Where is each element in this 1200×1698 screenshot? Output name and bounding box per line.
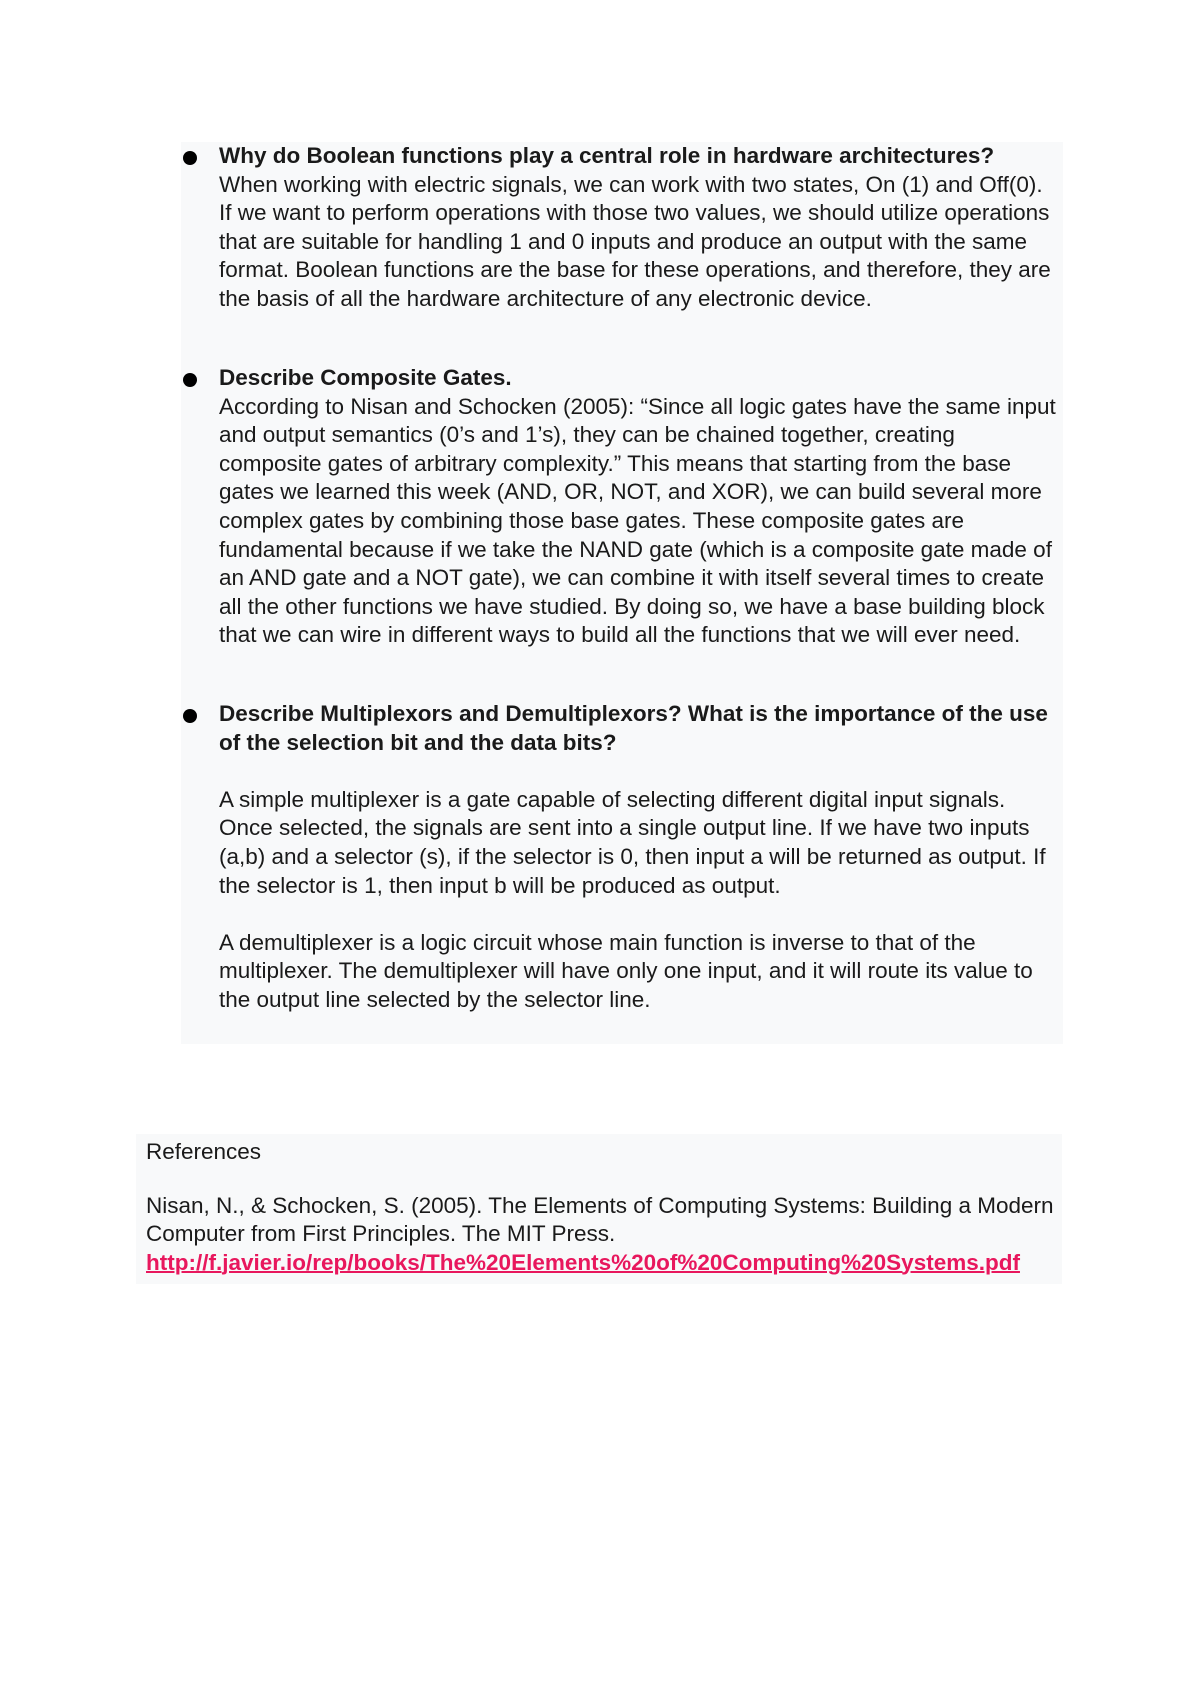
answer-paragraph: A simple multiplexer is a gate capable of selecting different digital input signals. Once selected, the signals are sent into a single output line. If we have two inputs (a,b) and a selector (s), if the selector is 0, then input a will be returned as output. If the selector is 1, then input b will be produced as output. xyxy=(219,786,1046,898)
references-content xyxy=(146,1134,1062,1277)
references-section xyxy=(136,1134,1062,1284)
question-heading: Why do Boolean functions play a central role in hardware architectures? xyxy=(219,143,995,168)
references-heading: References xyxy=(146,1139,262,1164)
questions-section xyxy=(181,142,1063,1044)
answer-paragraph: A demultiplexer is a logic circuit whose main function is inverse to that of the multiplexer. The demultiplexer will have only one input, and it will route its value to the output line selected by the selector line. xyxy=(219,929,1033,1012)
bullet-icon xyxy=(183,373,197,387)
bullet-icon xyxy=(183,709,197,723)
answer-paragraph: According to Nisan and Schocken (2005): “Since all logic gates have the same input and output semantics (0’s and 1’s), they can be chained together, creating composite gates of arbitrary complexity.” This means that starting from the base gates we learned this week (AND, OR, NOT, and XOR), we can build several more complex gates by combining those base gates. These composite gates are fundamental because if we take the NAND gate (which is a composite gate made of an AND gate and a NOT gate), we can combine it with itself several times to create all the other functions we have studied. By doing so, we have a base building block that we can wire in different ways to build all the functions that we will ever need. xyxy=(219,393,1056,648)
question-content xyxy=(219,700,1059,1015)
reference-entry: Nisan, N., & Schocken, S. (2005). The Elements of Computing Systems: Building a Modern Computer from First Principles. The MIT Press. xyxy=(146,1192,1054,1247)
bullet-icon xyxy=(183,151,197,165)
question-heading: Describe Multiplexors and Demultiplexors? What is the importance of the use of the selection bit and the data bits? xyxy=(219,701,1048,755)
reference-link[interactable]: http://f.javier.io/rep/books/The%20Elements%20of%20Computing%20Systems.pdf xyxy=(146,1249,1020,1275)
question-heading: Describe Composite Gates. xyxy=(219,365,512,390)
question-content xyxy=(219,364,1059,650)
question-content xyxy=(219,142,1059,314)
answer-paragraph: When working with electric signals, we can work with two states, On (1) and Off(0). If we want to perform operations with those two values, we should utilize operations that are suitable for handling 1 and 0 inputs and produce an output with the same format. Boolean functions are the base for these operations, and therefore, they are the basis of all the hardware architecture of any electronic device. xyxy=(219,171,1051,311)
